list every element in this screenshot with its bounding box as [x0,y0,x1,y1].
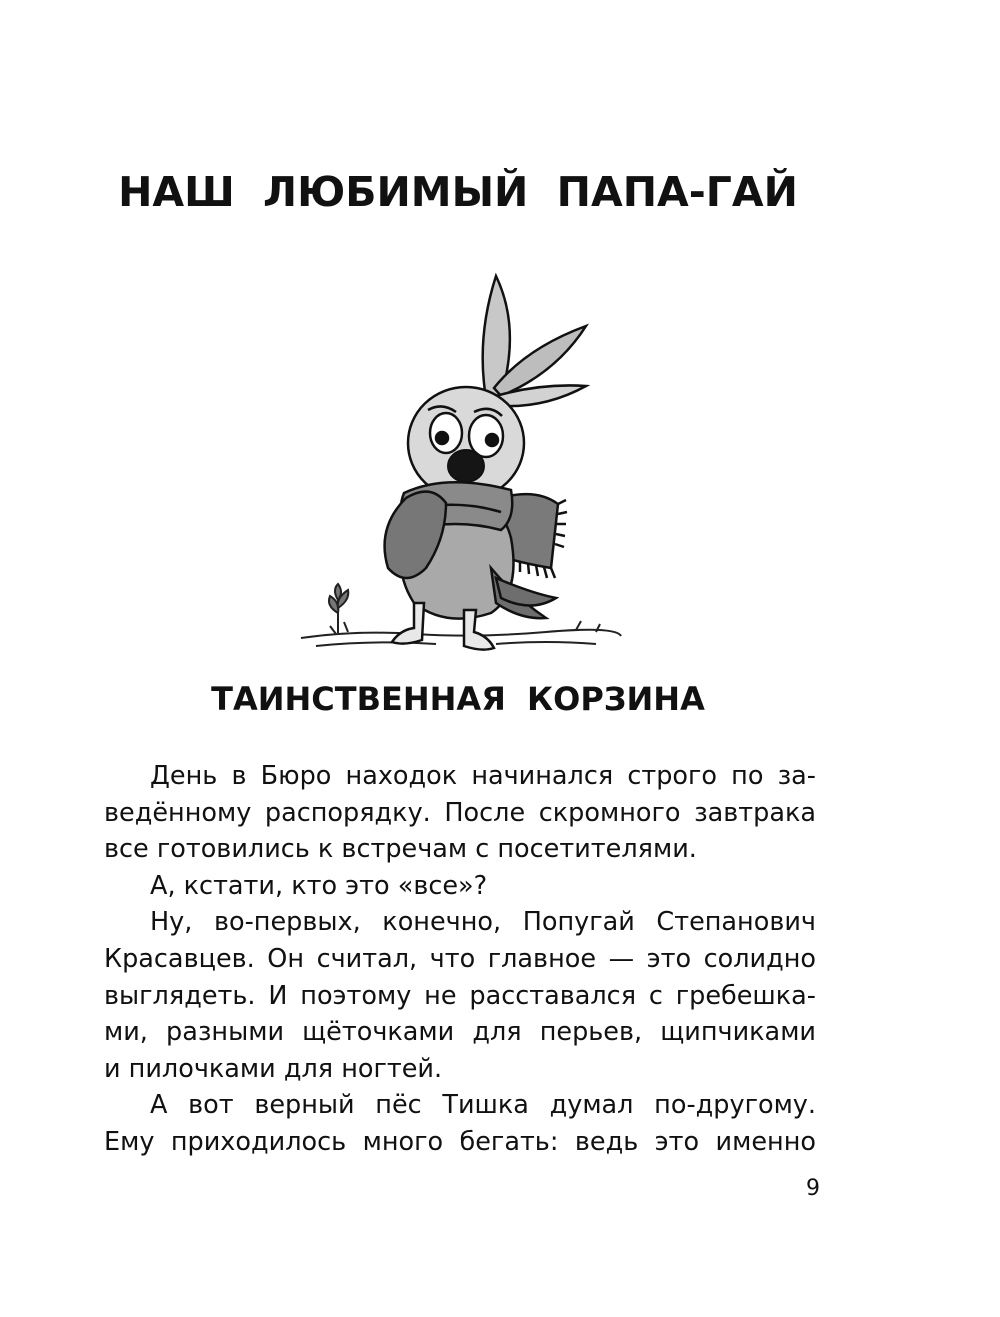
text-line: ми, разными щёточками для перьев, щипчиками [104,1017,816,1048]
text-line: День в Бюро находок начинался строго по за- [150,761,816,791]
section-title: ТАИНСТВЕННАЯ КОРЗИНА [211,680,705,718]
text-line: выглядеть. И поэтому не расставался с гребешка- [104,980,816,1011]
text-line: ведённому распорядку. После скромного завтрака [104,797,816,828]
text-line: Ему приходилось много бегать: ведь это именно [104,1126,816,1157]
parrot-beak [448,450,484,482]
text-line: и пилочками для ногтей. [104,1053,443,1084]
chapter-title: НАШ ЛЮБИМЫЙ ПАПА-ГАЙ [118,168,798,216]
text-line: А вот верный пёс Тишка думал по-другому. [150,1090,816,1121]
page-number: 9 [806,1176,820,1201]
text-line: все готовились к встречам с посетителями. [104,834,697,865]
crest-feathers [483,276,586,406]
parrot-illustration [296,268,626,668]
ground-lines [301,621,621,646]
text-line: Красавцев. Он считал, что главное — это солидно [104,943,816,974]
text-line: А, кстати, кто это «все»? [150,870,488,901]
text-line: Ну, во-первых, конечно, Попугай Степанович [150,907,816,938]
body-text [104,758,816,1161]
